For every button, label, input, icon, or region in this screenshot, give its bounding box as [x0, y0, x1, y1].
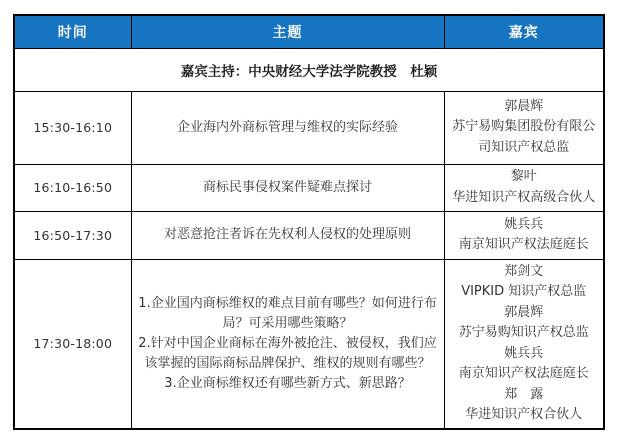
session-guests — [444, 259, 604, 429]
guest-line: 华进知识产权高级合伙人 — [452, 189, 596, 205]
table-row — [14, 211, 604, 259]
guest-line: 南京知识产权法庭庭长 — [458, 237, 589, 252]
table-row — [14, 91, 604, 164]
session-guests — [444, 91, 604, 164]
session-time: 16:50-17:30 — [14, 211, 131, 259]
header-row — [14, 15, 604, 48]
guest-line: 郑 露 — [504, 386, 544, 402]
session-time: 16:10-16:50 — [14, 164, 131, 211]
session-time: 15:30-16:10 — [14, 91, 131, 164]
table-row — [14, 259, 604, 429]
guest-line: 郑剑文 — [504, 263, 544, 279]
guest-line: 华进知识产权合伙人 — [465, 407, 583, 422]
guest-line: 苏宁易购知识产权总监 — [458, 325, 589, 340]
session-topic: 对恶意抢注者诉在先权利人侵权的处理原则 — [131, 211, 444, 259]
session-topic — [131, 259, 444, 429]
guest-line: 姚兵兵 — [504, 216, 544, 232]
session-topic: 企业海内外商标管理与维权的实际经验 — [131, 91, 444, 164]
guest-line: VIPKID 知识产权总监 — [461, 284, 587, 299]
topic-line: 1.企业国内商标维权的难点目前有哪些？如何进行布局？可采用哪些策略？ — [138, 295, 437, 331]
table-row — [14, 164, 604, 211]
header-guest: 嘉宾 — [444, 15, 604, 48]
header-topic: 主题 — [131, 15, 444, 48]
guest-line: 郭晨辉 — [504, 98, 544, 114]
topic-line: 2.针对中国企业商标在海外被抢注、被侵权，我们应该掌握的国际商标品牌保护、维权的规则有哪些？ — [138, 335, 437, 371]
guest-line: 郭晨辉 — [504, 304, 544, 320]
guest-line: 南京知识产权法庭庭长 — [458, 366, 589, 381]
guest-line: 姚兵兵 — [504, 345, 544, 361]
guest-line: 苏宁易购集团股份有限公司知识产权总监 — [452, 119, 596, 155]
session-topic: 商标民事侵权案件疑难点探讨 — [131, 164, 444, 211]
header-time: 时间 — [14, 15, 131, 48]
session-time: 17:30-18:00 — [14, 259, 131, 429]
topic-line: 3.企业商标维权还有哪些新方式、新思路？ — [164, 375, 411, 391]
guest-line: 黎叶 — [510, 169, 537, 184]
host-row — [14, 48, 604, 91]
session-guests — [444, 211, 604, 259]
session-guests — [444, 164, 604, 211]
agenda-table — [13, 14, 605, 430]
host-announcement: 嘉宾主持：中央财经大学法学院教授 杜颖 — [14, 48, 604, 91]
